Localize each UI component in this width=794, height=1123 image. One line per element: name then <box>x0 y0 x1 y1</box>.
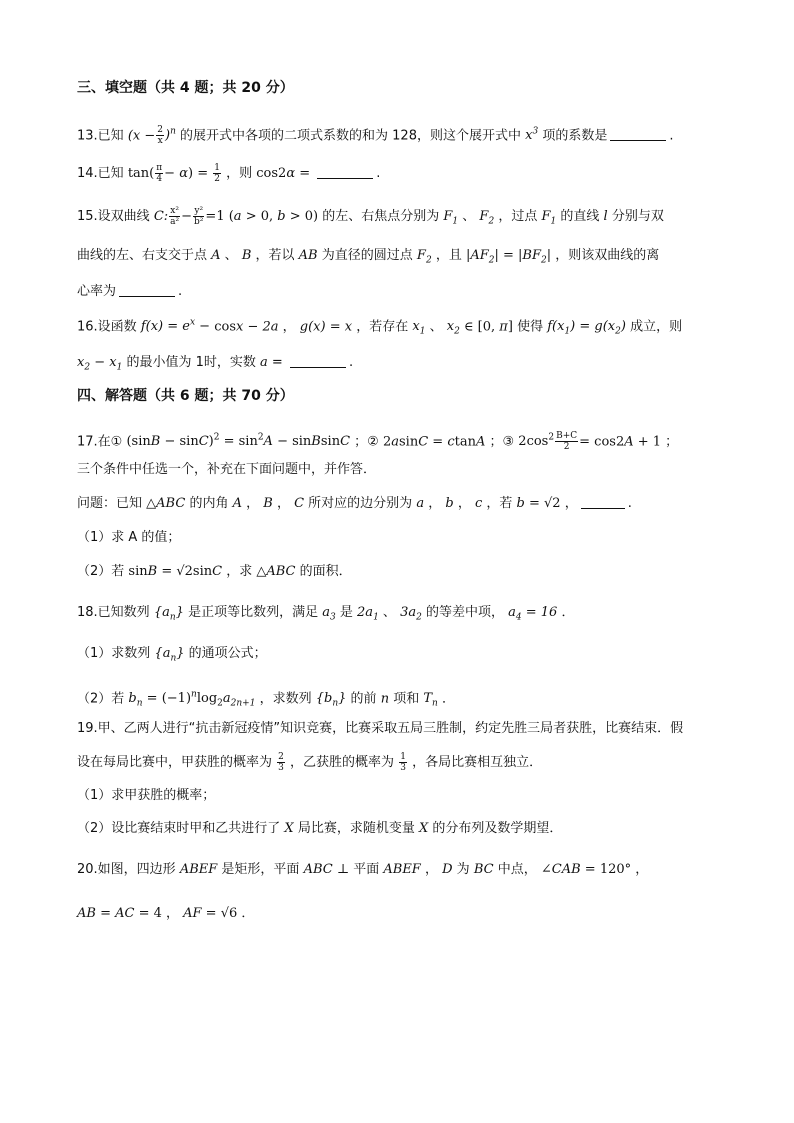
question-14: 14.已知 tan( $\frac{\pi}{4}$ − α) = $\frac{1}{2}$ ，则 cos2α = . <box>77 163 381 184</box>
answer-blank-16[interactable] <box>290 367 346 368</box>
question-19-part-2: （2）设比赛结束时甲和乙共进行了 X 局比赛，求随机变量 X 的分布列及数学期望． <box>77 821 563 836</box>
section-heading-fill-in: 三、填空题（共 4 题；共 20 分） <box>77 80 294 96</box>
question-17-line-3: 问题：已知 △ABC 的内角 A ， B ， C 所对应的边分别为 a ， b ， c ，若 b = √2 ， . <box>77 496 632 511</box>
question-17-line-1: 17.在① $(\sin B - \sin C)^2 = \sin^2A$ − sinBsinC ；② 2asinC = ctanA ；③ $2\cos^2$ $\frac{B+C}{2}$ = cos2A + 1 ； <box>77 431 679 453</box>
answer-blank-17[interactable] <box>581 508 625 509</box>
answer-blank-14[interactable] <box>317 178 373 179</box>
question-16-line-2: $x_2 - x_1$ 的最小值为 1时，实数 a = . <box>77 355 354 373</box>
question-17-part-1: （1）求 A 的值； <box>77 530 181 545</box>
question-17-line-2: 三个条件中任选一个，补充在下面问题中，并作答． <box>77 462 377 477</box>
question-13: 13.已知 (x − $\frac{2}{x}$ )$^n$ 的展开式中各项的二项式系数的和为 128，则这个展开式中 $x^3$ 项的系数是 . <box>77 125 674 147</box>
question-19-line-1: 19.甲、乙两人进行“抗击新冠疫情”知识竞赛，比赛采取五局三胜制，约定先胜三局者获胜，比赛结束．假 <box>77 721 684 736</box>
question-15-line-1: 15.设双曲线 C: $\frac{\text{x²}}{\text{a²}}$ − $\frac{\text{y²}}{\text{b²}}$ =1 (a > 0, b > 0) 的左、右焦点分别为 $F_1$ 、 $F_2$ ，过点 $F_1$ 的直线 l 分别与双 <box>77 206 664 227</box>
question-18: 18.已知数列 $\{a_n\}$ 是正项等比数列，满足 $a_3$ 是 $2a_1$ 、 $3a_2$ 的等差中项， $a_4 = 16$ ． <box>77 605 575 623</box>
question-15-line-2: 曲线的左、右支交于点 A 、 B ，若以 AB 为直径的圆过点 $F_2$ ，且 $|AF_2| = |BF_2|$ ，则该双曲线的离 <box>77 248 660 266</box>
question-19-part-1: （1）求甲获胜的概率； <box>77 788 216 803</box>
question-20-line-2: AB = AC = 4 ， AF = √6 ． <box>77 906 255 921</box>
question-18-part-1: （1）求数列 $\{a_n\}$ 的通项公式； <box>77 646 267 664</box>
answer-blank-13[interactable] <box>610 140 666 141</box>
question-17-part-2: （2）若 sinB = √2sinC ，求 △ABC 的面积． <box>77 564 352 579</box>
question-16-line-1: 16.设函数 $f(x) = e^x - \cos x - 2a$ ， g(x) = x ，若存在 $x_1$ 、 $x_2$ ∈ [0, π] 使得 $f(x_1) = g(x_2)$ 成立，则 <box>77 318 683 337</box>
answer-blank-15[interactable] <box>119 296 175 297</box>
question-18-part-2: （2）若 $b_n = (-1)^n\log_2a_{2n+1}$ ，求数列 $\{b_n\}$ 的前 n 项和 $T_n$ ． <box>77 690 455 709</box>
question-19-line-2: 设在每局比赛中，甲获胜的概率为 $\frac{2}{3}$ ，乙获胜的概率为 $\frac{1}{3}$ ，各局比赛相互独立． <box>77 752 543 773</box>
question-15-line-3: 心率为 . <box>77 284 183 299</box>
section-heading-solve: 四、解答题（共 6 题；共 70 分） <box>77 388 294 404</box>
question-20-line-1: 20.如图，四边形 ABEF 是矩形，平面 ABC ⊥ 平面 ABEF ， D 为 BC 中点， ∠CAB = 120° ， <box>77 862 649 877</box>
